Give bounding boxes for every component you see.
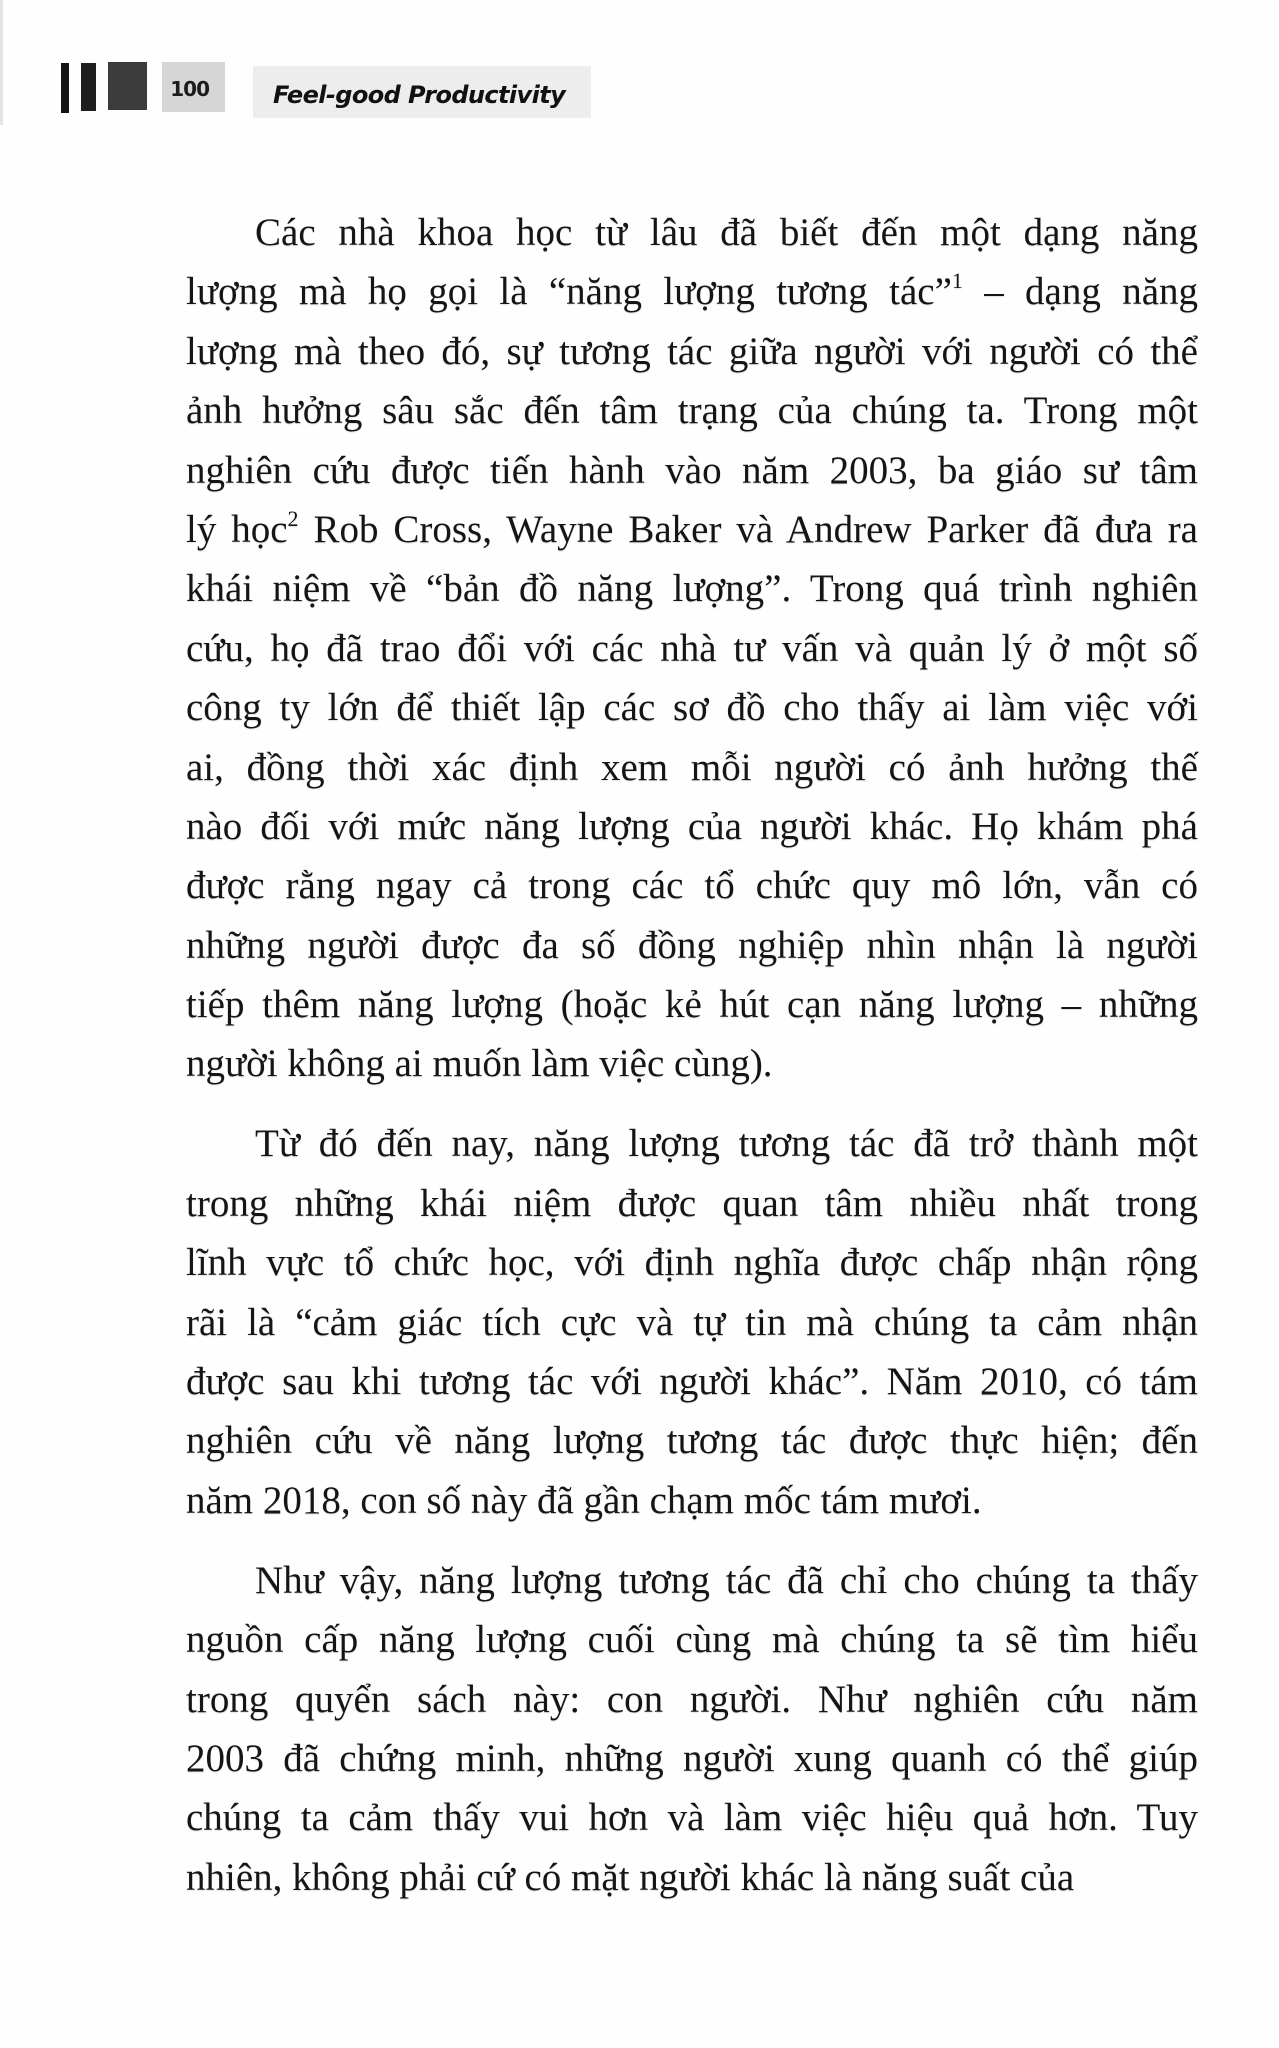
- footnote-marker[interactable]: 2: [287, 505, 299, 531]
- text-line: trong những khái niệm được quan tâm nhiều nhất trong: [186, 1181, 1198, 1225]
- header-decor-block: [108, 62, 147, 110]
- paragraph: [186, 203, 1198, 1094]
- text-line: trong quyển sách này: con người. Như nghiên cứu năm: [186, 1677, 1198, 1721]
- running-title-box: [253, 66, 591, 118]
- running-header: [0, 0, 1279, 130]
- text-line: nào đối với mức năng lượng của người khác. Họ khám phá: [186, 804, 1198, 848]
- text-line: người không ai muốn làm việc cùng).: [186, 1042, 773, 1086]
- text-line: được rằng ngay cả trong các tổ chức quy mô lớn, vẫn có: [186, 864, 1198, 908]
- text-line: lĩnh vực tổ chức học, với định nghĩa được chấp nhận rộng: [186, 1241, 1198, 1285]
- page-number-box: [162, 62, 225, 112]
- text-line: ảnh hưởng sâu sắc đến tâm trạng của chúng ta. Trong một: [186, 389, 1198, 433]
- text-line: lý học$^2$ Rob Cross, Wayne Baker và Andrew Parker đã đưa ra: [186, 505, 1198, 551]
- text-line: Các nhà khoa học từ lâu đã biết đến một dạng năng: [255, 211, 1198, 254]
- header-decor-bar: [81, 63, 96, 111]
- text-line: công ty lớn để thiết lập các sơ đồ cho thấy ai làm việc với: [186, 686, 1198, 730]
- text-line: nghiên cứu về năng lượng tương tác được thực hiện; đến: [186, 1419, 1198, 1463]
- running-title: Feel-good Productivity: [273, 81, 566, 109]
- text-line: Từ đó đến nay, năng lượng tương tác đã trở thành một: [255, 1122, 1198, 1166]
- text-line: nhiên, không phải cứ có mặt người khác là năng suất của: [186, 1855, 1075, 1899]
- header-decor-bar: [61, 63, 69, 113]
- text-line: Như vậy, năng lượng tương tác đã chỉ cho chúng ta thấy: [255, 1558, 1198, 1602]
- text-line: ai, đồng thời xác định xem mỗi người có ảnh hưởng thế: [186, 745, 1198, 789]
- text-line: chúng ta cảm thấy vui hơn và làm việc hiệu quả hơn. Tuy: [186, 1796, 1198, 1840]
- text-line: cứu, họ đã trao đổi với các nhà tư vấn và quản lý ở một số: [186, 626, 1198, 670]
- text-line: rãi là “cảm giác tích cực và tự tin mà chúng ta cảm nhận: [186, 1300, 1198, 1344]
- text-line: nghiên cứu được tiến hành vào năm 2003, ba giáo sư tâm: [186, 448, 1198, 492]
- footnote-marker[interactable]: 1: [951, 268, 963, 294]
- text-line: những người được đa số đồng nghiệp nhìn nhận là người: [186, 923, 1198, 967]
- text-line: 2003 đã chứng minh, những người xung quanh có thể giúp: [186, 1736, 1198, 1780]
- paragraph: [186, 1551, 1198, 1907]
- text-line: khái niệm về “bản đồ năng lượng”. Trong quá trình nghiên: [186, 567, 1198, 611]
- page-number: 100: [170, 77, 209, 101]
- text-line: được sau khi tương tác với người khác”. Năm 2010, có tám: [186, 1360, 1198, 1404]
- text-line: lượng mà theo đó, sự tương tác giữa người với người có thể: [186, 329, 1198, 373]
- text-line: tiếp thêm năng lượng (hoặc kẻ hút cạn năng lượng – những: [186, 983, 1198, 1027]
- text-line: năm 2018, con số này đã gần chạm mốc tám mươi.: [186, 1478, 982, 1522]
- text-line: nguồn cấp năng lượng cuối cùng mà chúng ta sẽ tìm hiểu: [186, 1618, 1198, 1662]
- text-line: lượng mà họ gọi là “năng lượng tương tác”$^1$ – dạng năng: [186, 268, 1198, 314]
- body-text: [186, 203, 1198, 1928]
- paragraph: [186, 1114, 1198, 1530]
